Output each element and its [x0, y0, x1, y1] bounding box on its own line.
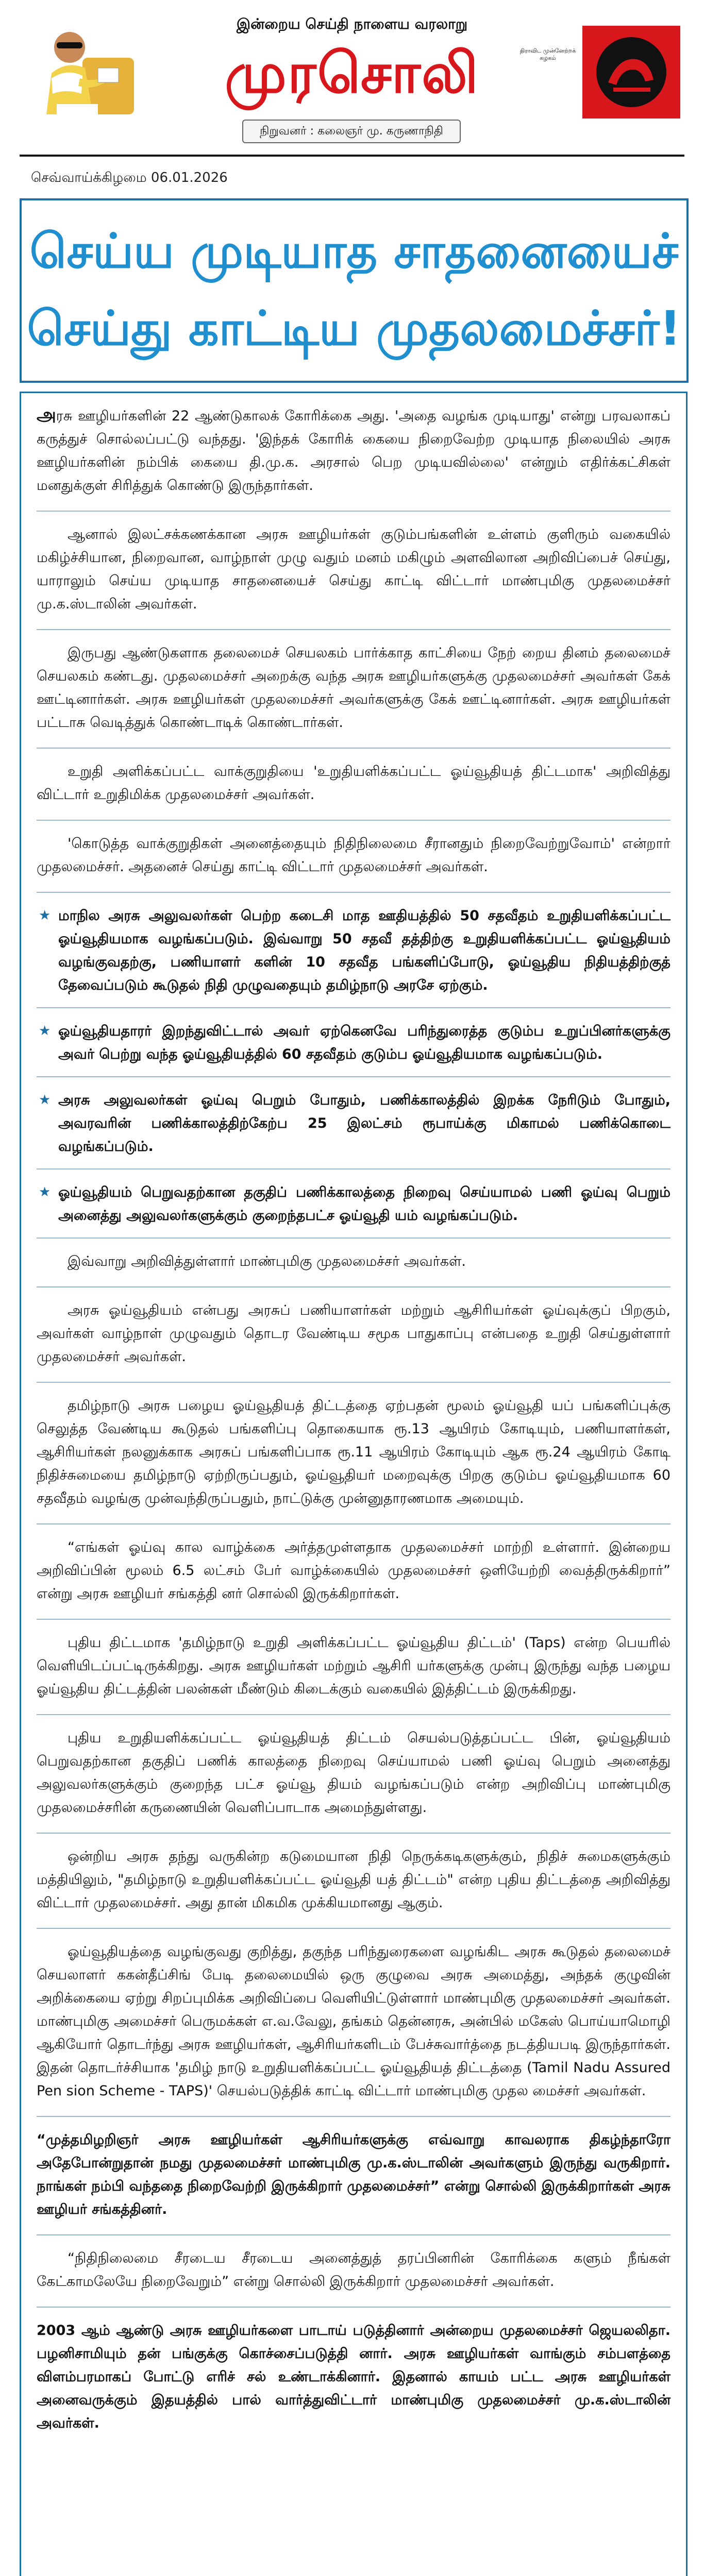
divider	[37, 820, 671, 821]
bullet-text: ஓய்வூதியதாரர் இறந்துவிட்டால் அவர் ஏற்கெனவே பரிந்துரைத்த குடும்ப உறுப்பினர்களுக்கு அவர் பெற்று வந்த ஓய்வூதியத்தில் 60 சதவீதம் குடும்ப ஓய்வூதியமாக வழங்கப்படும்.	[58, 1023, 671, 1062]
divider	[37, 1833, 671, 1834]
divider	[37, 1619, 671, 1620]
divider	[37, 2234, 671, 2235]
article-frame	[20, 392, 688, 2576]
star-bullet-icon: ★	[39, 1023, 51, 1039]
divider	[37, 1238, 671, 1239]
divider	[37, 511, 671, 512]
divider	[37, 1382, 671, 1383]
star-bullet-icon: ★	[39, 1092, 51, 1108]
article-paragraph-1-text: ரசு ஊழியர்களின் 22 ஆண்டுகாலக் கோரிக்கை அது. 'அதை வழங்க முடியாது' என்று பரவலாகப் கருத்துச் சொல்லப்பட்டு வந்தது. 'இந்தக் கோரிக் கையை நிறைவேற்ற முடியாத நிலையில் அரசு ஊழியர்களின் நம்பிக் கையை தி.மு.க. அரசால் பெற முடியவில்லை' என்றும் எதிர்க்கட்சிகள் மனதுக்குள் சிரித்துக் கொண்டு இருந்தார்கள்.	[37, 408, 671, 494]
emblem-caption: திராவிட முன்னேற்றக் கழகம்	[519, 47, 576, 61]
article-paragraph-1	[37, 403, 671, 497]
drop-cap: அ	[37, 404, 56, 425]
divider	[37, 1168, 671, 1170]
article-paragraph-11: புதிய உறுதியளிக்கப்பட்ட ஓய்வூதியத் திட்டம் செயல்படுத்தப்பட்ட பின், ஓய்வூதியம் பெறுவதற்கான தகுதிப் பணிக் காலத்தை நிறைவு செய்யாமல் பணி ஓய்வு பெறும் அனைத்து அலுவலர்களுக்கும் குறைந்த பட்ச ஓய்வூ தியம் வழங்கப்படும் என்ற அறிவிப்பு மாண்புமிகு முதலமைச்சரின் கருணையின் வெளிப்பாடாக அமைந்துள்ளது.	[37, 1730, 671, 1816]
article-paragraph-12: ஒன்றிய அரசு தந்து வருகின்ற கடுமையான நிதி நெருக்கடிகளுக்கும், நிதிச் சுமைகளுக்கும் மத்தியிலும், "தமிழ்நாடு உறுதியளிக்கப்பட்ட ஓய்வூதி யத் திட்டம்" என்ற புதிய திட்டத்தை அறிவித்து விட்டார் முதலமைச்சர். அது தான் மிகமிக முக்கியமானது ஆகும்.	[37, 1849, 671, 1911]
article-paragraph-4: உறுதி அளிக்கப்பட்ட வாக்குறுதியை 'உறுதியளிக்கப்பட்ட ஓய்வூதியத் திட்டமாக' அறிவித்து விட்டார் உறுதிமிக்க முதலமைச்சர் அவர்கள்.	[37, 764, 671, 803]
divider	[37, 629, 671, 630]
article-paragraph-5: 'கொடுத்த வாக்குறுதிகள் அனைத்தையும் நிதிநிலைமை சீரானதும் நிறைவேற்றுவோம்' என்றார் முதலமைச்சர். அதனைச் செய்து காட்டி விட்டார் முதலமைச்சர் அவர்கள்.	[37, 836, 671, 875]
divider	[37, 1007, 671, 1008]
masthead-logo-text: முரசொலி	[225, 41, 479, 106]
article-paragraph-8: தமிழ்நாடு அரசு பழைய ஓய்வூதியத் திட்டத்தை ஏற்பதன் மூலம் ஓய்வூதி யப் பங்களிப்புக்கு செலுத்த வேண்டிய கூடுதல் பங்களிப்பு தொகையாக ரூ.13 ஆயிரம் கோடியும், பணியாளர்கள், ஆசிரியர்கள் நலனுக்காக அரசுப் பங்களிப்பாக ரூ.11 ஆயிரம் கோடியும் ஆக ரூ.24 ஆயிரம் கோடி நிதிச்சுமையை தமிழ்நாடு ஏற்றிருப்பதும், ஓய்வூதியர் மறைவுக்கு பிறகு குடும்ப ஓய்வூதியமாக 60 சதவீதம் வழங்கு முன்வந்திருப்பதும், நாட்டுக்கு முன்னுதாரணமாக அமையும்.	[37, 1398, 671, 1506]
headline-line-1: செய்ய முடியாத சாதனையைச்	[29, 224, 679, 279]
masthead-logo	[201, 36, 503, 111]
divider	[37, 2307, 671, 2308]
bullet-text: அரசு அலுவலர்கள் ஓய்வு பெறும் போதும், பணிக்காலத்தில் இறக்க நேரிடும் போதும், அவரவரின் பணிக்காலத்திற்கேற்ப 25 இலட்சம் ரூபாய்க்கு மிகாமல் பணிக்கொடை வழங்கப்படும்.	[58, 1092, 671, 1155]
article-paragraph-16: 2003 ஆம் ஆண்டு அரசு ஊழியர்களை பாடாய் படுத்தினார் அன்றைய முதலமைச்சர் ஜெயலலிதா. பழனிசாமியும் தன் பங்குக்கு கொச்சைப்படுத்தி னார். அரசு ஊழியர்கள் வாங்கும் சம்பளத்தை விளம்பரமாகப் போட்டு எரிச் சல் உண்டாக்கினார். இதனால் காயம் பட்ட அரசு ஊழியர்கள் அனைவருக்கும் இதயத்தில் பால் வார்த்துவிட்டார் மாண்புமிகு முதலமைச்சர் மு.க.ஸ்டாலின் அவர்கள்.	[37, 2323, 671, 2431]
article-paragraph-6: இவ்வாறு அறிவித்துள்ளார் மாண்புமிகு முதலமைச்சர் அவர்கள்.	[68, 1253, 466, 1269]
article-paragraph-10: புதிய திட்டமாக 'தமிழ்நாடு உறுதி அளிக்கப்பட்ட ஓய்வூதிய திட்டம்' (Taps) என்ற பெயரில் வெளியிடப்பட்டிருக்கிறது. அரசு ஊழியர்கள் மற்றும் ஆசிரி யர்களுக்கு முன்பு இருந்து வந்த பழைய ஓய்வூதிய திட்டத்தின் பலன்கள் மீண்டும் கிடைக்கும் வகையில் இத்திட்டம் இருக்கிறது.	[37, 1635, 671, 1697]
article-paragraph-15: “நிதிநிலைமை சீரடைய சீரடைய அனைத்துத் தரப்பினரின் கோரிக்கை களும் நீங்கள் கேட்காமலேயே நிறைவேறும்” என்று சொல்லி இருக்கிறார் முதலமைச்சர் அவர்கள்.	[37, 2250, 671, 2290]
divider	[37, 748, 671, 749]
article-body	[37, 403, 671, 2448]
divider	[37, 1928, 671, 1929]
masthead	[0, 0, 704, 160]
article-paragraph-3: இருபது ஆண்டுகளாக தலைமைச் செயலகம் பார்க்காத காட்சியை நேற் றைய தினம் தலைமைச் செயலகம் கண்டது. முதலமைச்சர் அறைக்கு வந்த அரசு ஊழியர்களுக்கு முதலமைச்சர் அவர்கள் கேக் ஊட்டினார்கள். அரசு ஊழியர்கள் முதலமைச்சர் அவர்களுக்கு கேக் ஊட்டினார்கள். அரசு ஊழியர்கள் பட்டாசு வெடித்துக் கொண்டாடிக் கொண்டார்கள்.	[37, 645, 671, 731]
headline-box	[20, 198, 689, 383]
date-line: செவ்வாய்க்கிழமை 06.01.2026	[31, 170, 228, 185]
article-paragraph-7: அரசு ஓய்வூதியம் என்பது அரசுப் பணியாளர்கள் மற்றும் ஆசிரியர்கள் ஓய்வுக்குப் பிறகும், அவர்கள் வாழ்நாள் முழுவதும் தொடர வேண்டிய சமூக பாதுகாப்பு என்பதை உறுதி செய்துள்ளார் முதலமைச்சர் அவர்கள்.	[37, 1302, 671, 1365]
list-item	[37, 1020, 671, 1066]
list-item	[37, 904, 671, 997]
headline-line-2: செய்து காட்டிய முதலமைச்சர்!	[27, 301, 681, 356]
bullet-text: மாநில அரசு அலுவலர்கள் பெற்ற கடைசி மாத ஊதியத்தில் 50 சதவீதம் உறுதியளிக்கப்பட்ட ஓய்வூதியமாக வழங்கப்படும். இவ்வாறு 50 சதவீ தத்திற்கு உறுதியளிக்கப்பட்ட ஓய்வூதியம் வழங்குவதற்கு, பணியாளர் களின் 10 சதவீத பங்களிப்போடு, ஓய்வூதிய நிதியத்திற்குத் தேவைப்படும் கூடுதல் நிதி முழுவதையும் தமிழ்நாடு அரசே ஏற்கும்.	[58, 908, 671, 993]
star-bullet-icon: ★	[39, 908, 51, 923]
divider	[37, 1714, 671, 1715]
divider	[37, 892, 671, 893]
bullet-text: ஓய்வூதியம் பெறுவதற்கான தகுதிப் பணிக்காலத்தை நிறைவு செய்யாமல் பணி ஓய்வு பெறும் அனைத்து அலுவலர்களுக்கும் குறைந்தபட்ச ஓய்வூதி யம் வழங்கப்படும்.	[58, 1184, 671, 1224]
article-paragraph-2: ஆனால் இலட்சக்கணக்கான அரசு ஊழியர்கள் குடும்பங்களின் உள்ளம் குளிரும் வகையில் மகிழ்ச்சியான, நிறைவான, வாழ்நாள் முழு வதும் மனம் மகிழும் அளவிலான அறிவிப்பைச் செய்து, யாராலும் செய்ய முடியாத சாதனையைச் செய்து காட்டி விட்டார் மாண்புமிகு முதலமைச்சர் மு.க.ஸ்டாலின் அவர்கள்.	[37, 527, 671, 612]
list-item	[37, 1089, 671, 1158]
masthead-tagline: இன்றைய செய்தி நாளைய வரலாறு	[236, 15, 468, 32]
list-item	[37, 1181, 671, 1227]
article-paragraph-13: ஓய்வூதியத்தை வழங்குவது குறித்து, தகுந்த பரிந்துரைகளை வழங்கிட அரசு கூடுதல் தலைமைச் செயலாளர் ககன்தீப்சிங் பேடி தலைமையில் ஒரு குழுவை அரசு அமைத்து, அந்தக் குழுவின் அறிக்கையை ஏற்று சிறப்புமிக்க அறிவிப்பை வெளியிட்டுள்ளார் மாண்புமிகு முதலமைச்சர் அவர்கள். மாண்புமிகு அமைச்சர் பெருமக்கள் எ.வ.வேலு, தங்கம் தென்னரசு, அன்பில் மகேஸ் பொய்யாமொழி ஆகியோர் தொடர்ந்து அரசு ஊழியர்கள், ஆசிரியர்களிடம் பேச்சுவார்த்தை நடத்தியபடி இருந்தார்கள். இதன் தொடர்ச்சியாக 'தமிழ் நாடு உறுதியளிக்கப்பட்ட ஓய்வூதியத் திட்டத்தை (Tamil Nadu Assured Pen sion Scheme - TAPS)' செயல்படுத்திக் காட்டி விட்டார் மாண்புமிகு முதல மைச்சர் அவர்கள்.	[37, 1944, 671, 2099]
rising-sun-party-emblem-icon	[515, 21, 685, 124]
divider	[37, 1523, 671, 1524]
divider	[37, 2116, 671, 2117]
founder-bar: நிறுவனர் : கலைஞர் மு. கருணாநிதி	[242, 120, 461, 143]
divider	[37, 1076, 671, 1077]
star-bullet-icon: ★	[39, 1184, 51, 1200]
article-paragraph-9: “எங்கள் ஓய்வு கால வாழ்க்கை அர்த்தமுள்ளதாக முதலமைச்சர் மாற்றி உள்ளார். இன்றைய அறிவிப்பின் மூலம் 6.5 லட்சம் பேர் வாழ்க்கையில் முதலமைச்சர் ஒளியேற்றி வைத்திருக்கிறார்” என்று அரசு ஊழியர் சங்கத்தி னர் சொல்லி இருக்கிறார்கள்.	[37, 1539, 671, 1602]
article-paragraph-14: “முத்தமிழறிஞர் அரசு ஊழியர்கள் ஆசிரியர்களுக்கு எவ்வாறு காவலராக திகழ்ந்தாரோ அதேபோன்றுதான் நமது முதலமைச்சர் மாண்புமிகு மு.க.ஸ்டாலின் அவர்களும் இருந்து வருகிறார். நாங்கள் நம்பி வந்ததை நிறைவேற்றி இருக்கிறார் முதலமைச்சர்” என்று சொல்லி இருக்கிறார்கள் அரசு ஊழியர் சங்கத்தினர்.	[37, 2132, 671, 2217]
divider	[37, 1286, 671, 1287]
masthead-rule	[20, 155, 684, 157]
